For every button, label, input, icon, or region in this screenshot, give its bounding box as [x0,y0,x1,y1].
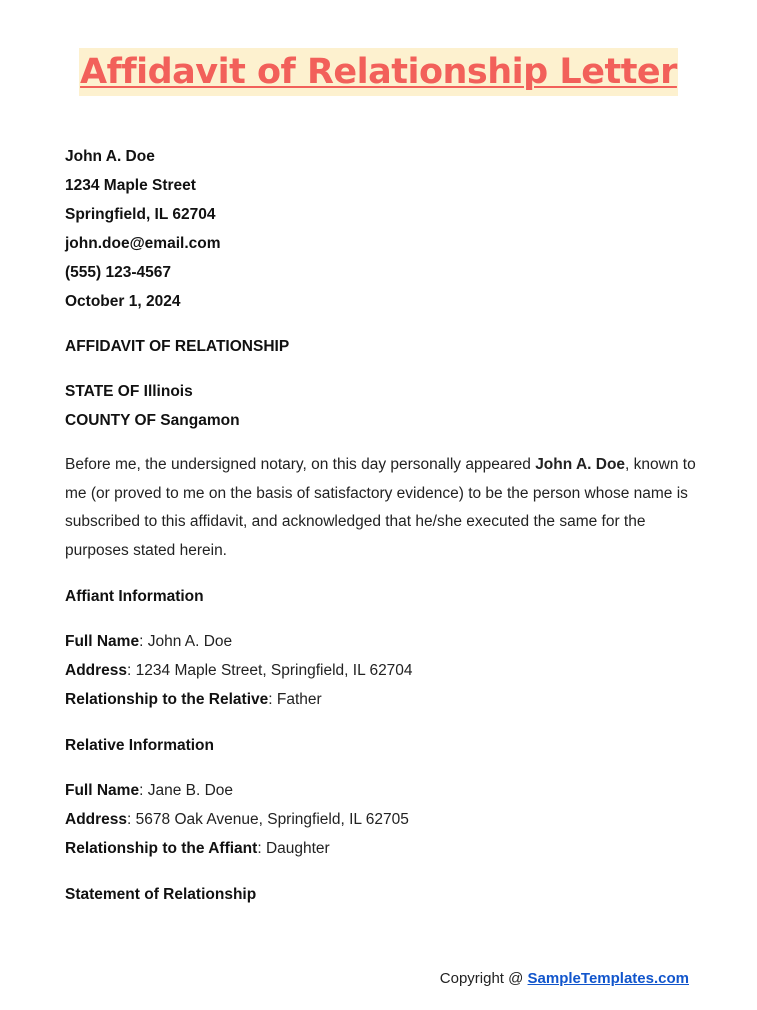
relative-info [65,776,705,863]
affidavit-heading: AFFIDAVIT OF RELATIONSHIP [65,338,290,355]
affiant-full-name-row: Full Name: John A. Doe [65,633,233,650]
relative-full-name-value: Jane B. Doe [147,782,234,799]
state-line: STATE OF Illinois [65,383,193,400]
relative-section-heading: Relative Information [65,737,214,754]
affiant-info [65,627,705,714]
letter-body [65,142,705,909]
affiant-relationship-label: Relationship to the Relative [65,691,269,708]
letter-date: October 1, 2024 [65,293,181,310]
affiant-full-name-value: John A. Doe [147,633,233,650]
intro-affiant-name: John A. Doe [535,456,626,473]
sender-email: john.doe@email.com [65,235,221,252]
sender-phone: (555) 123-4567 [65,264,171,281]
copyright-footer [440,970,689,987]
affiant-full-name-label: Full Name [65,633,140,650]
intro-text-before: Before me, the undersigned notary, on this day personally appeared [65,456,536,473]
title-wrapper [0,48,757,96]
relative-relationship-row: Relationship to the Affiant: Daughter [65,840,330,857]
sampletemplates-link[interactable]: SampleTemplates.com [527,970,689,987]
page-title: Affidavit of Relationship Letter [79,48,678,96]
relative-address-value: 5678 Oak Avenue, Springfield, IL 62705 [135,811,409,828]
affiant-address-row: Address: 1234 Maple Street, Springfield, IL 62704 [65,662,413,679]
relative-relationship-value: Daughter [265,840,330,857]
county-line: COUNTY OF Sangamon [65,412,240,429]
relative-address-label: Address [65,811,128,828]
intro-paragraph [65,451,705,565]
affiant-relationship-value: Father [276,691,322,708]
relative-full-name-label: Full Name [65,782,140,799]
statement-section-heading: Statement of Relationship [65,886,257,903]
relative-full-name-row: Full Name: Jane B. Doe [65,782,234,799]
sender-block [65,142,705,316]
affiant-relationship-row: Relationship to the Relative: Father [65,691,322,708]
relative-relationship-label: Relationship to the Affiant [65,840,258,857]
affiant-address-label: Address [65,662,128,679]
copyright-prefix: Copyright @ [439,970,528,987]
sender-street: 1234 Maple Street [65,177,196,194]
intro-text-after: , known to me (or proved to me on the basis of satisfactory evidence) to be the person whose name is subscribed to this affidavit, and acknowledged that he/she executed the same for the purposes stated herein. [65,456,696,559]
sender-city: Springfield, IL 62704 [65,206,216,223]
jurisdiction-block [65,377,705,435]
affiant-address-value: 1234 Maple Street, Springfield, IL 62704 [135,662,413,679]
sender-name: John A. Doe [65,148,155,165]
affiant-section-heading: Affiant Information [65,588,204,605]
relative-address-row: Address: 5678 Oak Avenue, Springfield, IL 62705 [65,811,409,828]
